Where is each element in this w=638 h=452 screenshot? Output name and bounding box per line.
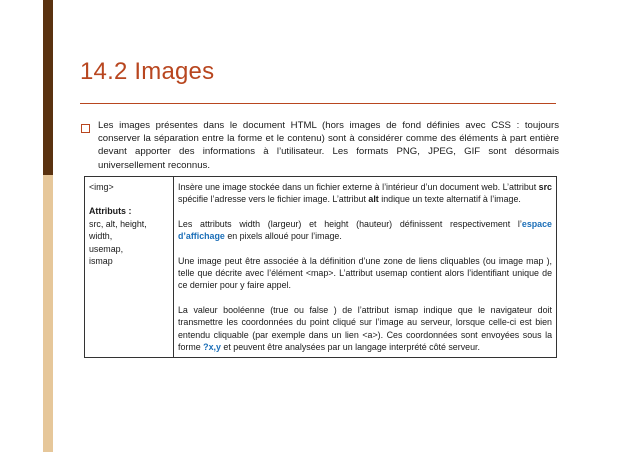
attribute-item: ismap: [89, 256, 113, 267]
text-run: Insère une image stockée dans un fichier externe à l’intérieur d’un document web. L’attribut: [178, 182, 539, 192]
element-cell: [85, 177, 174, 358]
element-tag: <img>: [89, 182, 114, 192]
table-row: [85, 177, 557, 358]
description-paragraph: [178, 304, 552, 354]
keyword-alt: alt: [368, 194, 379, 205]
attribute-item: width,: [89, 231, 113, 242]
title-divider: [80, 103, 556, 104]
text-run: en pixels alloué pour l’image.: [224, 231, 342, 242]
text-run: La valeur booléenne (true ou false ) de l’attribut ismap indique que le navigateur doit transmettre les coordonnées du point cliqué sur l’image au serveur, lorsque celle-ci est bien entendu cliquable (par exemple dans un lien <a>). Ces coordonnées sont envoyées sous la forme: [178, 304, 552, 353]
display-space-link[interactable]: espace d’affichage: [178, 218, 552, 242]
description-paragraph: [178, 218, 552, 243]
square-bullet-icon: [81, 124, 90, 133]
description-cell: [174, 177, 557, 358]
description-paragraph: Une image peut être associée à la définition d’une zone de liens cliquables (ou image map ), telle que décrite avec l’élément <map>. L’attribut usemap contient alors l’identifiant unique de ce dernier pour y faire appel.: [178, 255, 552, 291]
text-run: spécifie l’adresse vers le fichier image. L’attribut: [178, 194, 369, 205]
sidebar-bar-dark: [43, 0, 53, 175]
keyword-src: src: [538, 182, 552, 192]
text-run: et peuvent être analysées par un langage interprété côté serveur.: [220, 342, 480, 353]
description-paragraph: [178, 181, 552, 206]
text-run: indique un texte alternatif à l’image.: [378, 194, 521, 205]
intro-paragraph: Les images présentes dans le document HTML (hors images de fond définies avec CSS : toujours conserver la séparation entre la forme et le contenu) sont à considérer comme des éléments à part entière devant apporter des informations à l’utilisateur. Les formats PNG, JPEG, GIF sont désormais universellement reconnus.: [98, 120, 559, 171]
attribute-item: usemap,: [89, 243, 124, 254]
element-table: [84, 176, 557, 358]
slide-title: 14.2 Images: [80, 58, 215, 85]
sidebar-bar-light: [43, 175, 53, 452]
coordinates-keyword: ?x,y: [203, 342, 221, 353]
text-run: Les attributs width (largeur) et height (hauteur) définissent respectivement l’: [178, 218, 522, 229]
attribute-item: src, alt, height,: [89, 218, 147, 229]
attributes-label: Attributs :: [89, 206, 132, 217]
